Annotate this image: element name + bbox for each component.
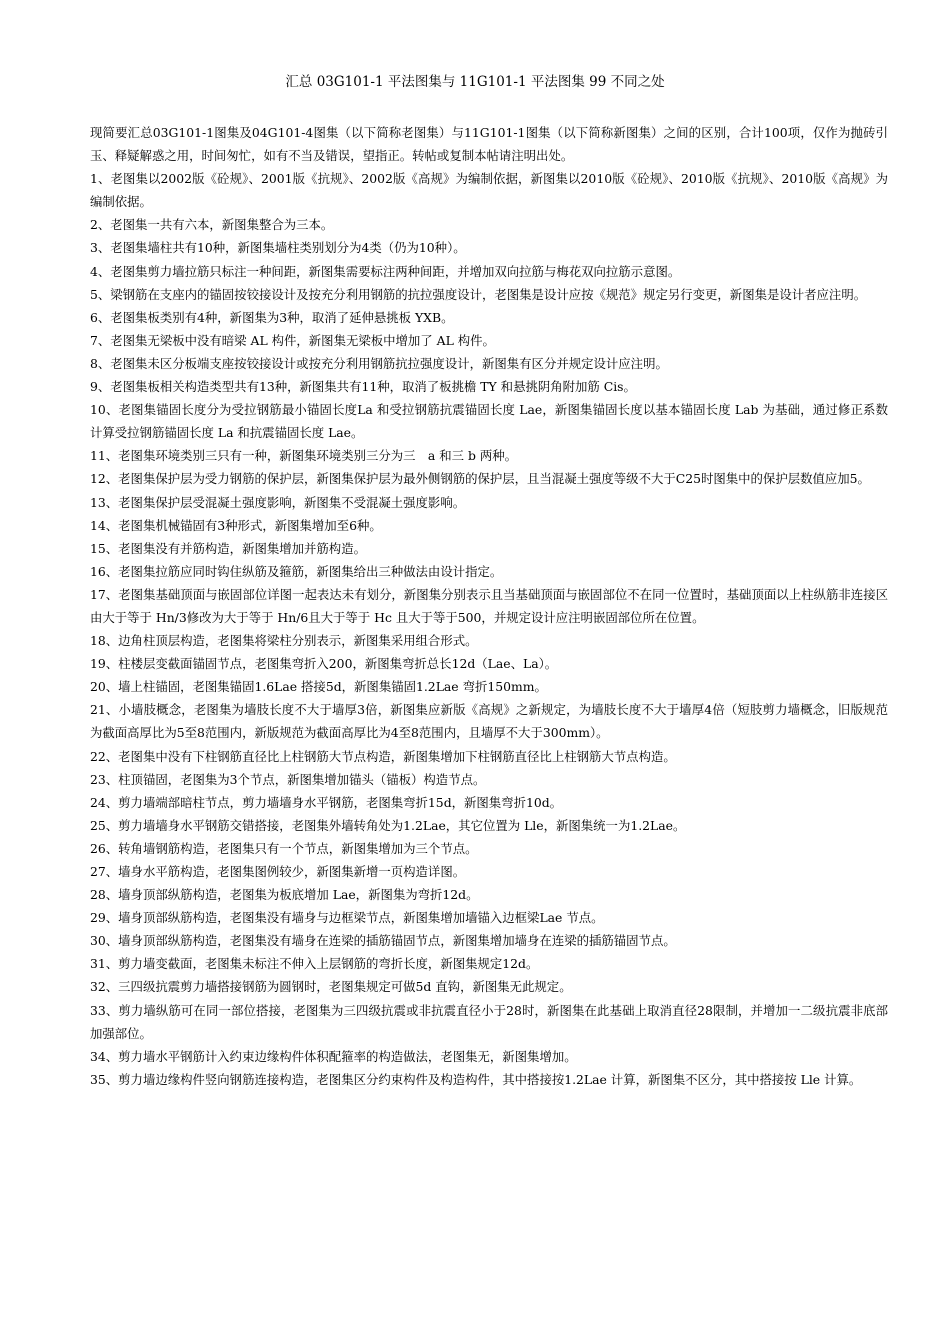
list-item: 22、老图集中没有下柱钢筋直径比上柱钢筋大节点构造，新图集增加下柱钢筋直径比上柱钢筋大节点构造。	[90, 748, 676, 764]
list-item: 35、剪力墙边缘构件竖向钢筋连接构造，老图集区分约束构件及构造构件，其中搭接按1.2Lae 计算，新图集不区分，其中搭接按 Lle 计算。	[90, 1071, 862, 1087]
list-item: 6、老图集板类别有4种，新图集为3种，取消了延伸悬挑板 YXB。	[90, 309, 454, 325]
list-item: 10、老图集锚固长度分为受拉钢筋最小锚固长度La 和受拉钢筋抗震锚固长度 Lae，新图集锚固长度以基本锚固长度 Lab 为基础，通过修正系数计算受拉钢筋锚固长度 La 和抗震锚固长度 Lae。	[90, 402, 888, 441]
list-item: 32、三四级抗震剪力墙搭接钢筋为圆钢时，老图集规定可做5d 直钩，新图集无此规定。	[90, 979, 572, 995]
document-body	[90, 121, 888, 1091]
list-item: 9、老图集板相关构造类型共有13种，新图集共有11种，取消了板挑檐 TY 和悬挑阴角附加筋 Cis。	[90, 379, 636, 395]
list-item: 8、老图集未区分板端支座按铰接设计或按充分利用钢筋抗拉强度设计，新图集有区分并规定设计应注明。	[90, 355, 668, 371]
list-item: 20、墙上柱锚固，老图集锚固1.6Lae 搭接5d，新图集锚固1.2Lae 弯折150mm。	[90, 679, 547, 695]
list-item: 24、剪力墙端部暗柱节点，剪力墙墙身水平钢筋，老图集弯折15d，新图集弯折10d。	[90, 794, 563, 810]
list-item: 26、转角墙钢筋构造，老图集只有一个节点，新图集增加为三个节点。	[90, 840, 478, 856]
list-item: 16、老图集拉筋应同时钩住纵筋及箍筋，新图集给出三种做法由设计指定。	[90, 563, 503, 579]
document-title: 汇总 03G101-1 平法图集与 11G101-1 平法图集 99 不同之处	[285, 74, 665, 90]
list-item: 13、老图集保护层受混凝土强度影响，新图集不受混凝土强度影响。	[90, 494, 466, 510]
list-item: 7、老图集无梁板中没有暗梁 AL 构件，新图集无梁板中增加了 AL 构件。	[90, 332, 495, 348]
list-item: 25、剪力墙墙身水平钢筋交错搭接，老图集外墙转角处为1.2Lae，其它位置为 Lle，新图集统一为1.2Lae。	[90, 817, 686, 833]
list-item: 1、老图集以2002版《砼规》、2001版《抗规》、2002版《高规》为编制依据，新图集以2010版《砼规》、2010版《抗规》、2010版《高规》为编制依据。	[90, 171, 888, 210]
intro-paragraph: 现简要汇总03G101-1图集及04G101-4图集（以下简称老图集）与11G101-1图集（以下简称新图集）之间的区别，合计100项，仅作为抛砖引玉、释疑解惑之用，时间匆忙，如有不当及错误，望指正。转帖或复制本帖请注明出处。	[90, 125, 888, 164]
list-item: 18、边角柱顶层构造，老图集将梁柱分别表示，新图集采用组合形式。	[90, 633, 478, 649]
list-item: 34、剪力墙水平钢筋计入约束边缘构件体积配箍率的构造做法，老图集无，新图集增加。	[90, 1048, 577, 1064]
list-item: 5、梁钢筋在支座内的锚固按铰接设计及按充分利用钢筋的抗拉强度设计，老图集是设计应按《规范》规定另行变更，新图集是设计者应注明。	[90, 286, 867, 302]
list-item: 3、老图集墙柱共有10种，新图集墙柱类别划分为4类（仍为10种）。	[90, 240, 466, 256]
list-item: 4、老图集剪力墙拉筋只标注一种间距，新图集需要标注两种间距，并增加双向拉筋与梅花双向拉筋示意图。	[90, 263, 681, 279]
list-item: 27、墙身水平筋构造，老图集图例较少，新图集新增一页构造详图。	[90, 864, 466, 879]
list-item: 30、墙身顶部纵筋构造，老图集没有墙身在连梁的插筋锚固节点，新图集增加墙身在连梁的插筋锚固节点。	[90, 933, 676, 949]
list-item: 23、柱顶锚固，老图集为3个节点，新图集增加锚头（锚板）构造节点。	[90, 771, 486, 787]
list-item: 19、柱楼层变截面锚固节点，老图集弯折入200，新图集弯折总长12d（Lae、La）。	[90, 656, 558, 672]
list-item: 14、老图集机械锚固有3种形式，新图集增加至6种。	[90, 517, 382, 533]
list-item: 17、老图集基础顶面与嵌固部位详图一起表达未有划分，新图集分别表示且当基础顶面与嵌固部位不在同一位置时，基础顶面以上柱纵筋非连接区由大于等于 Hn/3修改为大于等于 Hn/6且大于等于 Hc 且大于等于500，并规定设计应注明嵌固部位所在位置。	[90, 586, 888, 625]
list-item: 21、小墙肢概念，老图集为墙肢长度不大于墙厚3倍，新图集应新版《高规》之新规定，为墙肢长度不大于墙厚4倍（短肢剪力墙概念，旧版规范为截面高厚比为5至8范围内，新版规范为截面高厚比为4至8范围内，且墙厚不大于300mm）。	[90, 702, 888, 741]
list-item: 15、老图集没有并筋构造，新图集增加并筋构造。	[90, 540, 366, 556]
list-item: 28、墙身顶部纵筋构造，老图集为板底增加 Lae，新图集为弯折12d。	[90, 887, 479, 903]
list-item: 11、老图集环境类别三只有一种，新图集环境类别三分为三 a 和三 b 两种。	[90, 448, 518, 464]
list-item: 29、墙身顶部纵筋构造，老图集没有墙身与边框梁节点，新图集增加墙锚入边框梁Lae 节点。	[90, 910, 604, 926]
list-item: 2、老图集一共有六本，新图集整合为三本。	[90, 217, 334, 233]
list-item: 31、剪力墙变截面，老图集未标注不伸入上层钢筋的弯折长度，新图集规定12d。	[90, 956, 539, 972]
list-item: 12、老图集保护层为受力钢筋的保护层，新图集保护层为最外侧钢筋的保护层，且当混凝土强度等级不大于C25时图集中的保护层数值应加5。	[90, 471, 870, 487]
list-item: 33、剪力墙纵筋可在同一部位搭接，老图集为三四级抗震或非抗震直径小于28时，新图集在此基础上取消直径28限制，并增加一二级抗震非底部加强部位。	[90, 1002, 888, 1041]
